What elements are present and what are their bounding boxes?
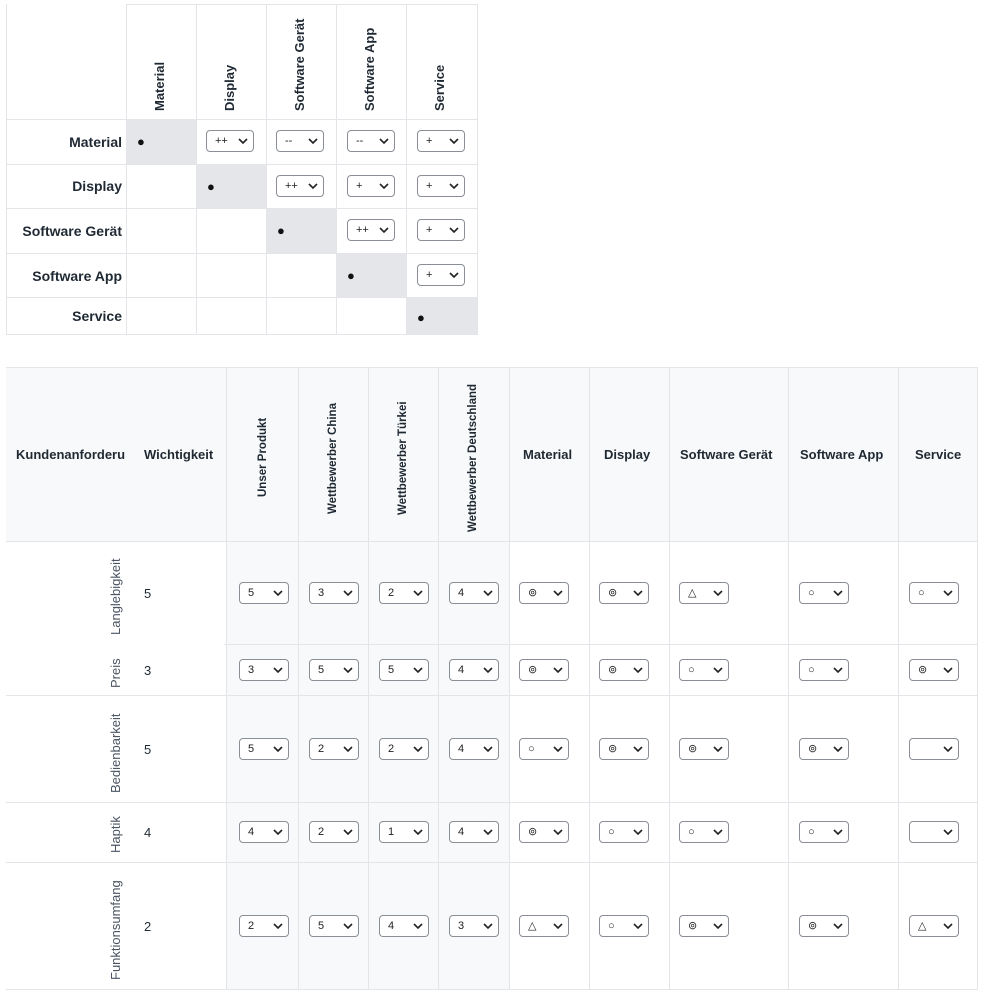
- chevron-down-icon: [833, 744, 843, 754]
- chevron-down-icon: [553, 588, 563, 598]
- chevron-down-icon: [413, 665, 423, 675]
- benchmark-select[interactable]: [449, 659, 499, 681]
- select-value: ⊚: [808, 920, 818, 932]
- weight-value: 2: [144, 919, 152, 934]
- characteristic-header: Service: [915, 447, 962, 462]
- select-value: +: [426, 269, 433, 281]
- relation-select[interactable]: [519, 915, 569, 937]
- grid-line: [6, 695, 978, 696]
- weight-value: 5: [144, 586, 152, 601]
- relation-select[interactable]: [599, 915, 649, 937]
- select-value: 3: [248, 664, 255, 676]
- roof-col-header-label: Material: [152, 61, 167, 111]
- chevron-down-icon: [833, 827, 843, 837]
- roof-col-header-label: Software Gerät: [292, 18, 307, 111]
- roof-col-header-label: Service: [432, 64, 447, 111]
- correlation-select[interactable]: [206, 130, 254, 152]
- relation-select[interactable]: [799, 821, 849, 843]
- select-value: ⊚: [918, 664, 928, 676]
- chevron-down-icon: [483, 827, 493, 837]
- relation-select[interactable]: [909, 915, 959, 937]
- relation-select[interactable]: [799, 582, 849, 604]
- select-value: ○: [608, 826, 615, 838]
- relation-select[interactable]: [909, 738, 959, 760]
- benchmark-select[interactable]: [309, 821, 359, 843]
- select-value: ○: [528, 743, 535, 755]
- benchmark-header: Wettbewerber China: [327, 403, 339, 514]
- select-value: ⊚: [608, 743, 618, 755]
- chevron-down-icon: [483, 665, 493, 675]
- select-value: 2: [388, 587, 395, 599]
- benchmark-select[interactable]: [239, 659, 289, 681]
- relation-select[interactable]: [679, 738, 729, 760]
- benchmark-select[interactable]: [379, 915, 429, 937]
- benchmark-header: Wettbewerber Deutschland: [467, 383, 479, 532]
- select-value: ○: [608, 920, 615, 932]
- correlation-select[interactable]: [417, 130, 465, 152]
- roof-col-header: [126, 4, 196, 119]
- select-value: 4: [458, 664, 465, 676]
- chevron-down-icon: [713, 827, 723, 837]
- select-value: ⊚: [688, 743, 698, 755]
- select-value: △: [688, 587, 697, 599]
- diagonal-marker: ●: [417, 310, 425, 325]
- grid-line: [6, 208, 478, 209]
- chevron-down-icon: [273, 665, 283, 675]
- requirement-label: Preis: [108, 658, 123, 688]
- grid-line: [669, 367, 670, 990]
- relation-select[interactable]: [909, 659, 959, 681]
- characteristic-header: Software Gerät: [680, 447, 773, 462]
- roof-col-header-label: Software App: [362, 27, 377, 111]
- chevron-down-icon: [483, 921, 493, 931]
- grid-line: [6, 4, 7, 335]
- chevron-down-icon: [238, 136, 248, 146]
- chevron-down-icon: [343, 921, 353, 931]
- weight-value: 4: [144, 825, 152, 840]
- benchmark-select[interactable]: [379, 582, 429, 604]
- grid-line: [6, 119, 478, 120]
- chevron-down-icon: [343, 744, 353, 754]
- select-value: ○: [688, 826, 695, 838]
- grid-line: [509, 367, 510, 990]
- benchmark-select[interactable]: [449, 821, 499, 843]
- roof-row-header: Software Gerät: [22, 223, 122, 239]
- select-value: ⊚: [608, 664, 618, 676]
- select-value: +: [356, 180, 363, 192]
- relation-select[interactable]: [679, 821, 729, 843]
- grid-line: [226, 367, 227, 990]
- select-value: ⊚: [528, 664, 538, 676]
- relation-select[interactable]: [599, 582, 649, 604]
- select-value: 5: [248, 587, 255, 599]
- benchmark-select[interactable]: [449, 582, 499, 604]
- grid-line: [477, 4, 478, 335]
- chevron-down-icon: [483, 588, 493, 598]
- chevron-down-icon: [553, 921, 563, 931]
- chevron-down-icon: [379, 225, 389, 235]
- benchmark-select[interactable]: [239, 821, 289, 843]
- benchmark-header: Wettbewerber Türkei: [397, 401, 409, 515]
- relation-select[interactable]: [599, 738, 649, 760]
- correlation-select[interactable]: [347, 175, 395, 197]
- relation-select[interactable]: [519, 738, 569, 760]
- chevron-down-icon: [483, 744, 493, 754]
- select-value: ++: [285, 180, 298, 192]
- roof-col-header-label: Display: [222, 64, 237, 111]
- relation-select[interactable]: [519, 821, 569, 843]
- chevron-down-icon: [379, 136, 389, 146]
- requirement-label: Bedienbarkeit: [108, 713, 123, 793]
- select-value: 5: [388, 664, 395, 676]
- select-value: 5: [248, 743, 255, 755]
- requirement-label: Haptik: [108, 816, 123, 853]
- chevron-down-icon: [413, 588, 423, 598]
- grid-line: [6, 334, 478, 335]
- select-value: ++: [356, 224, 369, 236]
- select-value: ⊚: [528, 826, 538, 838]
- select-value: ○: [808, 826, 815, 838]
- chevron-down-icon: [413, 921, 423, 931]
- chevron-down-icon: [713, 665, 723, 675]
- chevron-down-icon: [413, 744, 423, 754]
- characteristic-header: Display: [604, 447, 651, 462]
- select-value: 3: [458, 920, 465, 932]
- chevron-down-icon: [713, 588, 723, 598]
- grid-line: [788, 367, 789, 990]
- select-value: 4: [458, 743, 465, 755]
- relation-select[interactable]: [519, 659, 569, 681]
- weight-value: 3: [144, 663, 152, 678]
- chevron-down-icon: [633, 744, 643, 754]
- benchmark-select[interactable]: [449, 915, 499, 937]
- chevron-down-icon: [273, 921, 283, 931]
- roof-row-header: Software App: [32, 268, 122, 284]
- select-value: 3: [318, 587, 325, 599]
- relation-select[interactable]: [679, 582, 729, 604]
- relation-select[interactable]: [909, 821, 959, 843]
- select-value: △: [918, 920, 927, 932]
- chevron-down-icon: [943, 827, 953, 837]
- house-of-quality-table: [6, 367, 978, 990]
- chevron-down-icon: [273, 827, 283, 837]
- select-value: 2: [248, 920, 255, 932]
- grid-line: [977, 367, 978, 990]
- characteristic-header: Software App: [800, 447, 884, 462]
- grid-line: [6, 802, 978, 803]
- chevron-down-icon: [273, 744, 283, 754]
- chevron-down-icon: [308, 181, 318, 191]
- grid-line: [298, 367, 299, 990]
- select-value: 4: [458, 826, 465, 838]
- grid-line: [6, 253, 478, 254]
- select-value: 2: [388, 743, 395, 755]
- roof-diagonal-cell: [337, 254, 406, 297]
- weight-value: 5: [144, 742, 152, 757]
- chevron-down-icon: [449, 136, 459, 146]
- roof-row-header: Material: [69, 134, 122, 150]
- select-value: ○: [808, 664, 815, 676]
- benchmark-select[interactable]: [309, 582, 359, 604]
- relation-select[interactable]: [519, 582, 569, 604]
- select-value: 5: [318, 920, 325, 932]
- benchmark-select[interactable]: [379, 738, 429, 760]
- relation-select[interactable]: [679, 915, 729, 937]
- chevron-down-icon: [308, 136, 318, 146]
- chevron-down-icon: [343, 827, 353, 837]
- roof-diagonal-cell: [407, 298, 477, 334]
- benchmark-select[interactable]: [379, 821, 429, 843]
- grid-line: [6, 862, 978, 863]
- roof-row-header: Display: [72, 178, 122, 194]
- grid-line: [438, 367, 439, 990]
- select-value: ++: [215, 135, 228, 147]
- chevron-down-icon: [449, 270, 459, 280]
- select-value: +: [426, 135, 433, 147]
- diagonal-marker: ●: [207, 179, 215, 194]
- chevron-down-icon: [633, 588, 643, 598]
- correlation-select[interactable]: [276, 175, 324, 197]
- correlation-select[interactable]: [347, 130, 395, 152]
- grid-line: [898, 367, 899, 990]
- chevron-down-icon: [449, 181, 459, 191]
- roof-diagonal-cell: [127, 120, 196, 164]
- relation-select[interactable]: [599, 659, 649, 681]
- select-value: 2: [318, 826, 325, 838]
- chevron-down-icon: [449, 225, 459, 235]
- chevron-down-icon: [633, 921, 643, 931]
- benchmark-select[interactable]: [449, 738, 499, 760]
- chevron-down-icon: [379, 181, 389, 191]
- chevron-down-icon: [833, 921, 843, 931]
- roof-row-header: Service: [72, 308, 122, 324]
- relation-select[interactable]: [799, 659, 849, 681]
- chevron-down-icon: [713, 921, 723, 931]
- select-value: ⊚: [688, 920, 698, 932]
- benchmark-header: Unser Produkt: [257, 417, 269, 497]
- correlation-select[interactable]: [417, 264, 465, 286]
- select-value: 4: [248, 826, 255, 838]
- correlation-select[interactable]: [276, 130, 324, 152]
- relation-select[interactable]: [909, 582, 959, 604]
- roof-col-header: [266, 4, 336, 119]
- select-value: 4: [388, 920, 395, 932]
- correlation-roof-matrix: [6, 4, 478, 335]
- chevron-down-icon: [713, 744, 723, 754]
- chevron-down-icon: [943, 588, 953, 598]
- benchmark-select[interactable]: [309, 738, 359, 760]
- correlation-select[interactable]: [417, 219, 465, 241]
- select-value: ○: [918, 587, 925, 599]
- chevron-down-icon: [553, 665, 563, 675]
- correlation-select[interactable]: [347, 219, 395, 241]
- header-weight: Wichtigkeit: [144, 447, 214, 462]
- benchmark-select[interactable]: [309, 659, 359, 681]
- grid-line: [589, 367, 590, 990]
- relation-select[interactable]: [799, 738, 849, 760]
- select-value: --: [356, 135, 364, 147]
- benchmark-select[interactable]: [239, 582, 289, 604]
- characteristic-header: Material: [523, 447, 573, 462]
- select-value: --: [285, 135, 293, 147]
- diagonal-marker: ●: [347, 268, 355, 283]
- select-value: ⊚: [808, 743, 818, 755]
- grid-line: [368, 367, 369, 990]
- relation-select[interactable]: [799, 915, 849, 937]
- grid-line: [6, 367, 978, 368]
- roof-diagonal-cell: [267, 209, 336, 253]
- roof-diagonal-cell: [197, 165, 266, 208]
- select-value: 5: [318, 664, 325, 676]
- select-value: 2: [318, 743, 325, 755]
- grid-line: [6, 541, 978, 542]
- header-requirements: Kundenanforderu: [16, 447, 126, 462]
- chevron-down-icon: [343, 588, 353, 598]
- benchmark-select[interactable]: [239, 738, 289, 760]
- diagonal-marker: ●: [277, 223, 285, 238]
- roof-col-header: [406, 4, 476, 119]
- benchmark-select[interactable]: [309, 915, 359, 937]
- chevron-down-icon: [273, 588, 283, 598]
- select-value: +: [426, 224, 433, 236]
- chevron-down-icon: [943, 921, 953, 931]
- roof-col-header: [336, 4, 406, 119]
- select-value: ○: [688, 664, 695, 676]
- select-value: ⊚: [528, 587, 538, 599]
- chevron-down-icon: [413, 827, 423, 837]
- select-value: 1: [388, 826, 395, 838]
- select-value: ○: [808, 587, 815, 599]
- diagonal-marker: ●: [137, 134, 145, 149]
- benchmark-select[interactable]: [379, 659, 429, 681]
- chevron-down-icon: [943, 744, 953, 754]
- benchmark-select[interactable]: [239, 915, 289, 937]
- roof-col-header: [196, 4, 266, 119]
- requirement-label: Langlebigkeit: [108, 558, 123, 635]
- chevron-down-icon: [553, 827, 563, 837]
- chevron-down-icon: [633, 665, 643, 675]
- chevron-down-icon: [943, 665, 953, 675]
- select-value: △: [528, 920, 537, 932]
- grid-line: [6, 989, 978, 990]
- relation-select[interactable]: [679, 659, 729, 681]
- chevron-down-icon: [633, 827, 643, 837]
- chevron-down-icon: [833, 665, 843, 675]
- relation-select[interactable]: [599, 821, 649, 843]
- requirement-label: Funktionsumfang: [108, 880, 123, 980]
- select-value: ⊚: [608, 587, 618, 599]
- chevron-down-icon: [343, 665, 353, 675]
- correlation-select[interactable]: [417, 175, 465, 197]
- chevron-down-icon: [833, 588, 843, 598]
- chevron-down-icon: [553, 744, 563, 754]
- select-value: +: [426, 180, 433, 192]
- select-value: 4: [458, 587, 465, 599]
- grid-line: [224, 644, 978, 645]
